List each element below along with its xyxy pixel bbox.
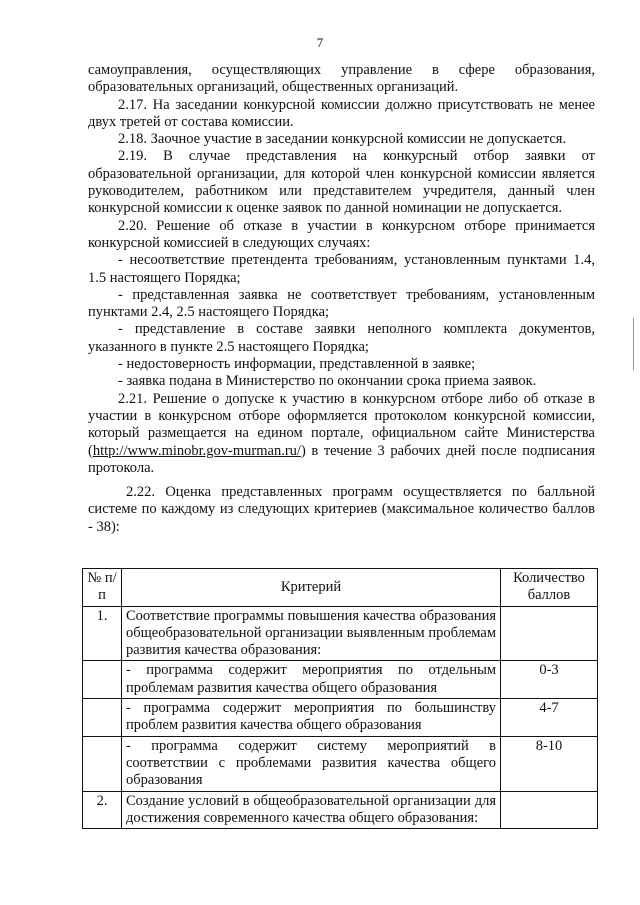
table-row [83, 791, 598, 829]
row-criterion: - программа содержит систему мероприятий в соответствии с проблемами развития качества общего образования [122, 736, 501, 791]
table-row [83, 661, 598, 699]
table-row [83, 699, 598, 737]
header-num: № п/п [83, 569, 122, 607]
paragraph-2-20: 2.20. Решение об отказе в участии в конкурсном отборе принимается конкурсной комиссией в следующих случаях: [88, 217, 595, 251]
paragraph-2-22: 2.22. Оценка представленных программ осуществляется по балльной системе по каждому из следующих критериев (максимальное количество баллов - 38): [88, 484, 595, 535]
paragraph-2-19: 2.19. В случае представления на конкурсный отбор заявки от образовательной организации, для которой член конкурсной комиссии является руководителем, работником или представителем учредителя, данный член конкурсной комиссии к оценке заявок по данной номинации не допускается. [88, 148, 595, 217]
paragraph-2-21-text: 2.21. Решение о допуске к участию в конкурсном отборе либо об отказе в участии в конкурсном отборе оформляется протоколом конкурсной комиссии, который размещается на едином портале, официальном сайте Министерства ( [88, 390, 595, 459]
body-text [88, 62, 595, 536]
table-row [83, 736, 598, 791]
row-criterion: - программа содержит мероприятия по большинству проблем развития качества общего образования [122, 699, 501, 737]
row-criterion: - программа содержит мероприятия по отдельным проблемам развития качества общего образования [122, 661, 501, 699]
list-item: - несоответствие претендента требованиям, установленным пунктами 1.4, 1.5 настоящего Порядка; [88, 252, 595, 286]
row-criterion: Соответствие программы повышения качества образования общеобразовательной организации выявленным проблемам развития качества образования: [122, 606, 501, 661]
row-num [83, 661, 122, 699]
row-points: 0-3 [501, 661, 598, 699]
row-criterion: Создание условий в общеобразовательной организации для достижения современного качества общего образования: [122, 791, 501, 829]
header-points: Количество баллов [501, 569, 598, 607]
paragraph-2-18: 2.18. Заочное участие в заседании конкурсной комиссии не допускается. [118, 131, 567, 148]
list-item: - недостоверность информации, представленной в заявке; [118, 356, 476, 373]
ministry-website-link[interactable]: http://www.minobr.gov-murman.ru/ [92, 442, 301, 459]
row-num: 2. [83, 791, 122, 829]
paragraph-continuation: самоуправления, осуществляющих управление в сфере образования, образовательных организаций, общественных организаций. [88, 62, 595, 96]
list-item: - заявка подана в Министерство по окончании срока приема заявок. [118, 373, 537, 390]
row-points [501, 606, 598, 661]
row-points [501, 791, 598, 829]
table-row [83, 606, 598, 661]
row-num [83, 699, 122, 737]
page-number: 7 [316, 35, 324, 50]
list-item: - представленная заявка не соответствует требованиям, установленным пунктами 2.4, 2.5 настоящего Порядка; [88, 286, 595, 321]
paragraph-2-21-tail: ) в течение 3 рабочих дней после подписания протокола. [88, 442, 595, 476]
list-item: - представление в составе заявки неполного комплекта документов, указанного в пункте 2.5 настоящего Порядка; [88, 321, 595, 355]
criteria-table [82, 568, 598, 829]
table-header-row [83, 569, 598, 607]
paragraph-2-21 [88, 391, 595, 477]
scan-margin-line [633, 318, 634, 370]
header-criterion: Критерий [122, 569, 501, 607]
row-num [83, 736, 122, 791]
row-points: 4-7 [501, 699, 598, 737]
row-points: 8-10 [501, 736, 598, 791]
row-num: 1. [83, 606, 122, 661]
paragraph-2-17: 2.17. На заседании конкурсной комиссии должно присутствовать не менее двух третей от состава комиссии. [88, 96, 595, 130]
